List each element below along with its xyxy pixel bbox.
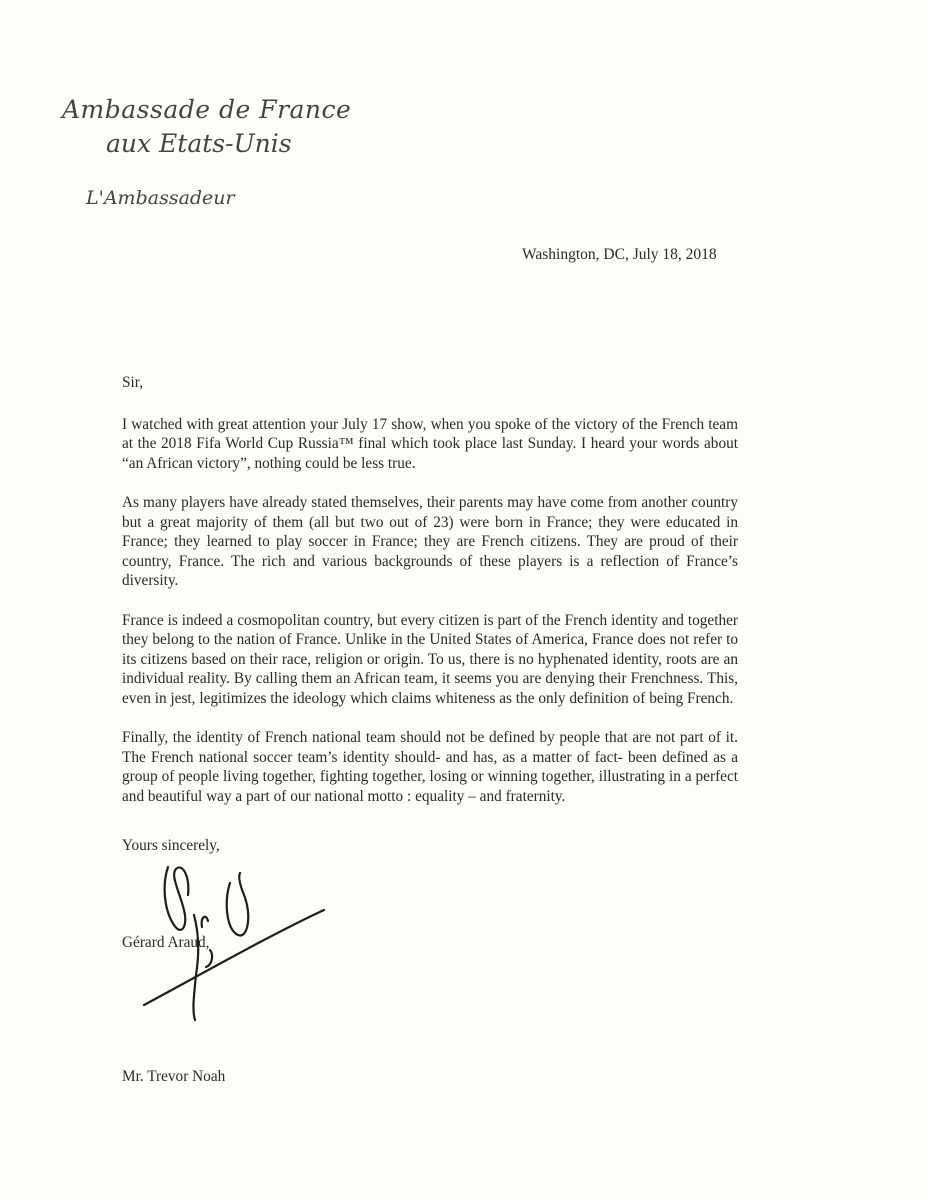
body-paragraph-2: As many players have already stated themselves, their parents may have come from another country but a great majority of them (all but two out of 23) were born in France; they were educated in France; they learned to play soccer in France; they are French citizens. They are proud of their country, France. The rich and various backgrounds of these players is a reflection of France’s diversity. [122,494,738,589]
handwritten-signature [140,855,340,1025]
salutation: Sir, [122,374,144,391]
closing: Yours sincerely, [122,837,220,854]
signer-name: Gérard Araud, [122,934,210,951]
body-paragraph-4: Finally, the identity of French national team should not be defined by people that are not part of it. The French national soccer team’s identity should- and has, as a matter of fact- been defined as a group of people living together, fighting together, losing or winning together, illustrating in a perfect and beautiful way a part of our national motto : equality – and fraternity. [122,729,738,805]
letter-date: Washington, DC, July 18, 2018 [522,246,717,263]
letterhead [62,95,351,211]
letterhead-title: L'Ambassadeur [86,187,235,209]
letterhead-embassy: Ambassade de France [62,95,352,124]
body-paragraph-1: I watched with great attention your July 17 show, when you spoke of the victory of the French team at the 2018 Fifa World Cup Russia™ final which took place last Sunday. I heard your words about “an African victory”, nothing could be less true. [122,415,738,472]
letter-body [122,373,738,826]
letterhead-country: aux Etats-Unis [106,129,292,158]
recipient: Mr. Trevor Noah [122,1068,226,1085]
body-paragraph-3: France is indeed a cosmopolitan country, but every citizen is part of the French identity and together they belong to the nation of France. Unlike in the United States of America, France does not refer to its citizens based on their race, religion or origin. To us, there is no hyphenated identity, roots are an individual reality. By calling them an African team, it seems you are denying their Frenchness. This, even in jest, legitimizes the ideology which claims whiteness as the only definition of being French. [122,611,738,707]
